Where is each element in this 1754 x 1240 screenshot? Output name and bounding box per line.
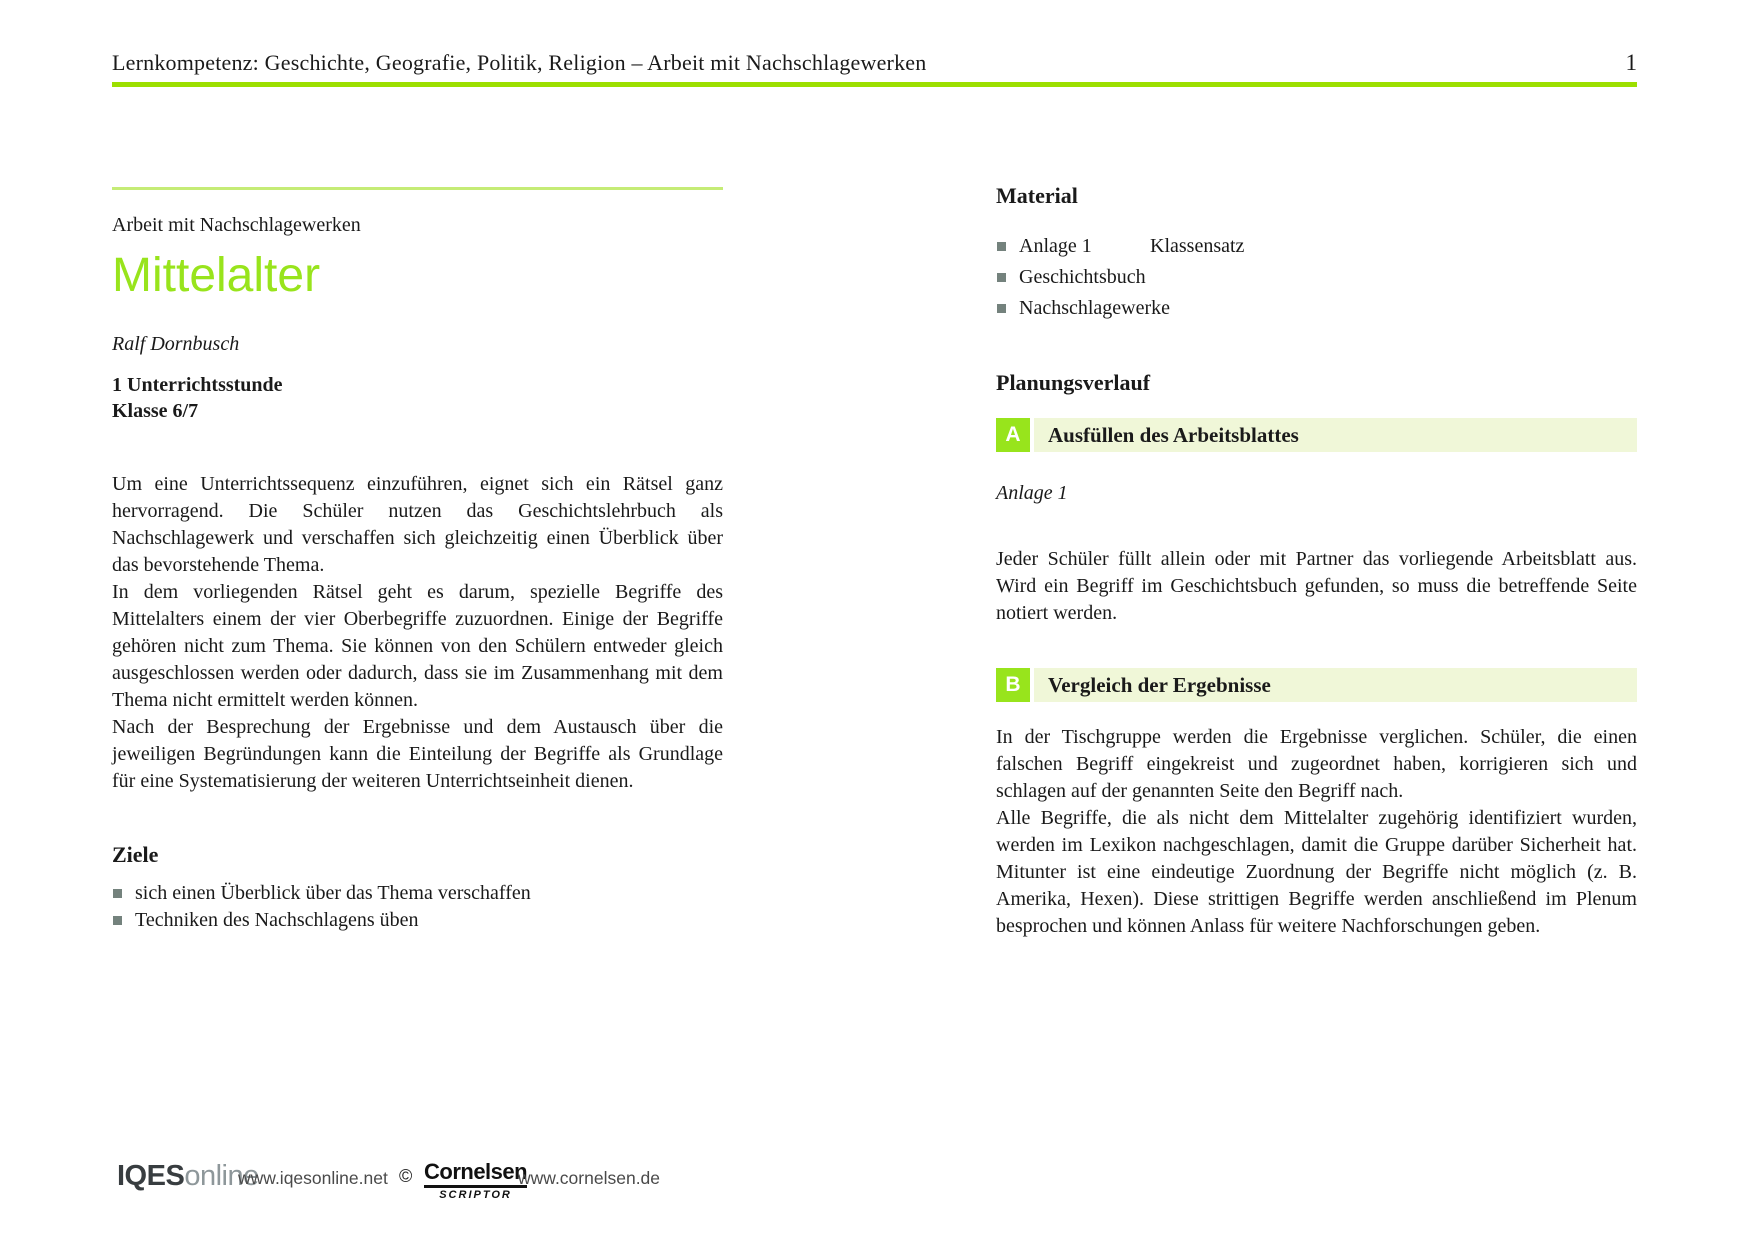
- page-title: Mittelalter: [112, 249, 321, 302]
- iqes-logo-secondary: online: [184, 1160, 259, 1192]
- bullet-square-icon: [997, 242, 1006, 251]
- section-title: Vergleich der Ergebnisse: [1034, 668, 1637, 702]
- bullet-square-icon: [997, 304, 1006, 313]
- lesson-grade: Klasse 6/7: [112, 400, 199, 423]
- material-label: Anlage 1: [1019, 235, 1092, 257]
- list-item: [112, 907, 723, 934]
- lesson-duration: 1 Unterrichtsstunde: [112, 374, 283, 397]
- section-title: Ausfüllen des Arbeitsblattes: [1034, 418, 1637, 452]
- material-heading: Material: [996, 183, 1078, 208]
- section-badge-a: A: [996, 418, 1030, 452]
- header-title: Lernkompetenz: Geschichte, Geografie, Politik, Religion – Arbeit mit Nachschlagewerken: [112, 50, 927, 75]
- section-badge-b: B: [996, 668, 1030, 702]
- bullet-square-icon: [113, 889, 122, 898]
- page-number: 1: [1625, 50, 1637, 75]
- cornelsen-url: www.cornelsen.de: [518, 1168, 661, 1188]
- section-rule-divider: [112, 187, 723, 190]
- material-list: [996, 231, 1637, 324]
- lesson-meta: [112, 372, 723, 424]
- material-label: Geschichtsbuch: [1019, 266, 1146, 288]
- intro-text: [112, 471, 723, 795]
- goals-heading: Ziele: [112, 842, 159, 867]
- goal-label: sich einen Überblick über das Thema verschaffen: [135, 882, 531, 904]
- material-label: Nachschlagewerke: [1019, 297, 1171, 319]
- section-paragraph: In der Tischgruppe werden die Ergebnisse verglichen. Schüler, die einen falschen Begriff eingekreist und zugeordnet haben, korrigieren sich und schlagen auf der genannten Seite den Begriff nach.: [996, 726, 1637, 802]
- cornelsen-logo-subtitle: SCRIPTOR: [439, 1189, 512, 1201]
- list-item: [996, 262, 1637, 293]
- material-note: Klassensatz: [1150, 235, 1245, 257]
- left-column: [112, 187, 723, 795]
- goals-section: [112, 842, 723, 934]
- intro-paragraph: Nach der Besprechung der Ergebnisse und dem Austausch über die jeweiligen Begründungen kann die Einteilung der Begriffe als Grundlage für eine Systematisierung der weiteren Unterrichtseinheit dienen.: [112, 716, 723, 793]
- intro-paragraph: Um eine Unterrichtssequenz einzuführen, eignet sich ein Rätsel ganz hervorragend. Die Schüler nutzen das Geschichtslehrbuch als Nachschlagewerk und verschaffen sich gleichzeitig einen Überblick über das bevorstehende Thema.: [112, 473, 723, 577]
- bullet-square-icon: [997, 273, 1006, 282]
- plan-heading: Planungsverlauf: [996, 370, 1151, 395]
- plan-section-bar-b: [996, 668, 1637, 702]
- right-column: [996, 0, 1637, 1240]
- list-item: [996, 231, 1637, 262]
- bullet-square-icon: [113, 916, 122, 925]
- series-kicker: Arbeit mit Nachschlagewerken: [112, 214, 361, 236]
- cornelsen-logo: [424, 1159, 527, 1201]
- section-subtitle: Anlage 1: [996, 482, 1068, 504]
- list-item: [112, 880, 723, 907]
- iqes-logo-primary: IQES: [117, 1160, 185, 1192]
- section-b-text: [996, 724, 1637, 940]
- plan-section-bar-a: [996, 418, 1637, 452]
- iqes-url: www.iqesonline.net: [238, 1168, 388, 1188]
- copyright-symbol: ©: [399, 1166, 413, 1186]
- intro-paragraph: In dem vorliegenden Rätsel geht es darum, spezielle Begriffe des Mittelalters einem der vier Oberbegriffe zuzuordnen. Einige der Begriffe gehören nicht zum Thema. Sie können von den Schülern entweder gleich ausgeschlossen werden oder dadurch, dass sie im Zusammenhang mit dem Thema nicht ermittelt werden können.: [112, 581, 723, 712]
- goal-label: Techniken des Nachschlagens üben: [135, 909, 419, 931]
- section-paragraph: Alle Begriffe, die als nicht dem Mittelalter zugehörig identifiziert wurden, werden im Lexikon nachgeschlagen, damit die Gruppe darüber Sicherheit hat. Mitunter ist eine eindeutige Zuordnung der Begriffe nicht möglich (z. B. Amerika, Hexen). Diese strittigen Begriffe werden anschließend im Plenum besprochen und können Anlass für weitere Nachforschungen geben.: [996, 807, 1637, 937]
- section-paragraph: Jeder Schüler füllt allein oder mit Partner das vorliegende Arbeitsblatt aus. Wird ein Begriff im Geschichtsbuch gefunden, so muss die betreffende Seite notiert werden.: [996, 548, 1637, 624]
- goals-list: [112, 880, 723, 934]
- cornelsen-logo-name: Cornelsen: [424, 1159, 527, 1188]
- list-item: [996, 293, 1637, 324]
- section-a-text: [996, 546, 1637, 627]
- author-name: Ralf Dornbusch: [112, 333, 240, 356]
